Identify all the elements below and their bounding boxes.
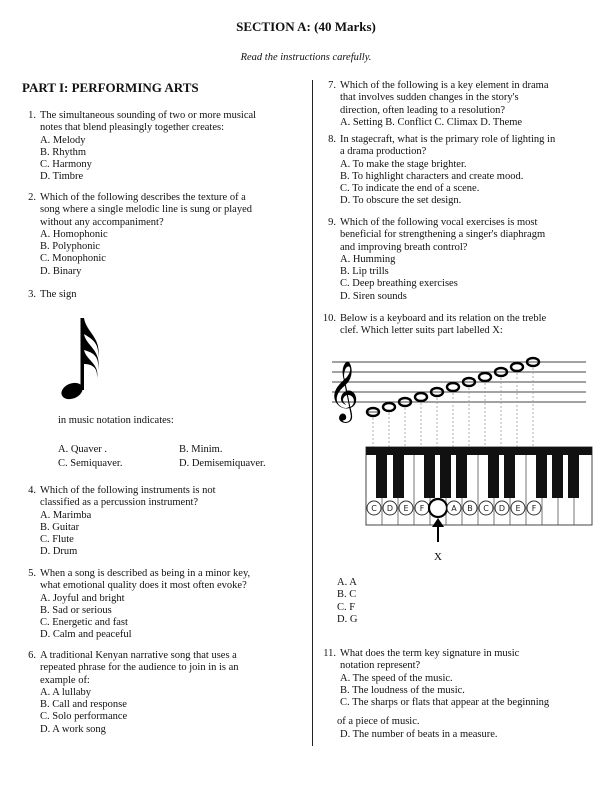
question-stem-line: Which of the following vocal exercises is most — [340, 217, 538, 228]
question-7 — [322, 80, 607, 129]
question-5 — [22, 568, 307, 642]
option-a: A. Humming — [340, 253, 396, 265]
option-c: C. Energetic and fast — [40, 617, 128, 629]
key-letter: E — [515, 504, 521, 513]
question-9 — [322, 217, 607, 303]
question-stem-line: notation represent? — [340, 660, 421, 672]
piano-keyboard — [366, 447, 592, 525]
instructions: Read the instructions carefully. — [240, 52, 372, 63]
option-b: B. Polyphonic — [40, 241, 101, 253]
question-1 — [22, 110, 307, 184]
option-a: A. Homophonic — [40, 228, 108, 240]
question-stem-line: direction, often leading to a resolution? — [340, 104, 506, 116]
option-a: A. To make the stage brighter. — [340, 158, 467, 170]
question-number: 8. — [328, 134, 336, 145]
key-letter: A — [451, 504, 457, 513]
question-number: 1. — [28, 110, 36, 121]
question-stem-line: what emotional quality does it most often evoke? — [40, 580, 247, 592]
question-stem-line: in music notation indicates: — [58, 415, 174, 426]
question-8 — [322, 134, 607, 208]
question-stem-line: Below is a keyboard and its relation on the treble — [340, 313, 547, 324]
key-x-circle — [429, 499, 447, 517]
question-4 — [22, 485, 307, 559]
key-letter: F — [419, 504, 425, 513]
keyboard-treble-clef-diagram — [324, 352, 594, 567]
x-label: X — [434, 551, 442, 563]
question-2 — [22, 192, 307, 278]
question-3 — [22, 289, 307, 301]
option-b: B. Rhythm — [40, 146, 87, 158]
question-stem-line: classified as a percussion instrument? — [40, 497, 199, 509]
option-d: D. Drum — [40, 546, 78, 558]
question-stem-line: and improving breath control? — [340, 241, 468, 253]
question-number: 3. — [28, 289, 36, 300]
question-number: 11. — [323, 648, 336, 659]
option-c: C. Deep breathing exercises — [340, 278, 458, 290]
option-c: C. Harmony — [40, 159, 92, 171]
key-letter: F — [531, 504, 537, 513]
option-b: B. Minim. — [179, 444, 223, 455]
semiquaver-note-icon — [54, 312, 114, 404]
option-d: D. Binary — [40, 265, 82, 277]
option-d: D. The number of beats in a measure. — [340, 729, 498, 740]
question-stem-line: clef. Which letter suits part labelled X: — [340, 325, 503, 337]
option-a: A. Marimba — [40, 509, 92, 521]
option-c: C. F — [337, 601, 356, 613]
option-b: B. Lip trills — [340, 266, 389, 278]
question-3-continued — [40, 415, 300, 427]
option-d: D. To obscure the set design. — [340, 195, 462, 207]
key-labels — [367, 499, 541, 517]
option-b: B. The loudness of the music. — [340, 684, 465, 696]
option-d: D. A work song — [40, 723, 106, 735]
option-b: B. Call and response — [40, 699, 127, 711]
option-c: C. Semiquaver. — [58, 458, 123, 469]
question-number: 7. — [328, 80, 336, 91]
question-number: 2. — [28, 192, 36, 203]
option-a: A. A — [337, 577, 357, 588]
option-d: D. Timbre — [40, 171, 84, 183]
option-c: C. To indicate the end of a scene. — [340, 183, 480, 195]
question-number: 9. — [328, 217, 336, 228]
option-b: B. To highlight characters and create mood. — [340, 170, 524, 182]
question-stem-line: Which of the following is a key element in drama — [340, 80, 549, 91]
key-letter: C — [371, 504, 377, 513]
question-stem-line: In stagecraft, what is the primary role of lighting in — [340, 134, 556, 145]
option-a: A. Joyful and bright — [40, 592, 125, 604]
question-stem-line: A traditional Kenyan narrative song that uses a — [40, 650, 237, 661]
question-stem-line: The sign — [40, 289, 77, 300]
question-stem-line: When a song is described as being in a minor key, — [40, 568, 251, 579]
option-a: A. Quaver . — [58, 444, 107, 455]
option-c: C. The sharps or flats that appear at the beginning — [340, 697, 550, 709]
option-c-continued: of a piece of music. — [337, 716, 420, 727]
key-letter: E — [403, 504, 409, 513]
key-letter: D — [498, 504, 506, 513]
option-d: D. G — [337, 613, 358, 625]
option-b: B. Sad or serious — [40, 604, 112, 616]
option-a: A. Melody — [40, 134, 86, 146]
question-stem-line: Which of the following instruments is not — [40, 485, 216, 496]
question-10 — [322, 313, 607, 338]
question-number: 6. — [28, 650, 36, 661]
question-number: 5. — [28, 568, 36, 579]
question-stem-line: song where a single melodic line is sung or played — [40, 204, 252, 216]
section-title: SECTION A: (40 Marks) — [236, 19, 376, 34]
option-c: C. Solo performance — [40, 711, 128, 723]
option-d: D. Siren sounds — [340, 290, 407, 302]
options-inline: A. Setting B. Conflict C. Climax D. Theme — [340, 116, 523, 128]
question-stem-line: repeated phrase for the audience to join in is an — [40, 662, 239, 674]
option-d: D. Demisemiquaver. — [179, 458, 266, 469]
option-a: A. A lullaby — [40, 686, 92, 698]
option-b: B. Guitar — [40, 521, 80, 533]
option-a: A. The speed of the music. — [340, 672, 453, 684]
question-stem-line: The simultaneous sounding of two or more musical — [40, 110, 257, 121]
question-stem-line: beneficial for strengthening a singer's diaphragm — [340, 229, 546, 241]
question-stem-line: example of: — [40, 674, 90, 686]
question-stem-line: that involves sudden changes in the story's — [340, 92, 519, 104]
option-c: C. Monophonic — [40, 253, 106, 265]
part-heading: PART I: PERFORMING ARTS — [22, 80, 199, 95]
question-stem-line: Which of the following describes the texture of a — [40, 192, 246, 203]
option-c: C. Flute — [40, 534, 74, 546]
treble-clef-icon: 𝄞 — [328, 361, 359, 421]
question-stem-line: a drama production? — [340, 146, 427, 158]
option-d: D. Calm and peaceful — [40, 629, 132, 641]
option-b: B. C — [337, 589, 357, 601]
question-6 — [22, 650, 307, 736]
question-11 — [322, 648, 607, 709]
column-divider — [312, 80, 313, 746]
key-letter: C — [483, 504, 489, 513]
question-stem-line: What does the term key signature in music — [340, 648, 520, 659]
question-stem-line: without any accompaniment? — [40, 216, 164, 228]
key-letter: D — [386, 504, 394, 513]
staff-notes — [367, 358, 539, 416]
question-10-options — [337, 577, 357, 626]
key-letter: B — [467, 504, 473, 513]
question-number: 4. — [28, 485, 36, 496]
question-stem-line: notes that blend pleasingly together creates: — [40, 122, 224, 134]
question-number: 10. — [322, 313, 336, 324]
